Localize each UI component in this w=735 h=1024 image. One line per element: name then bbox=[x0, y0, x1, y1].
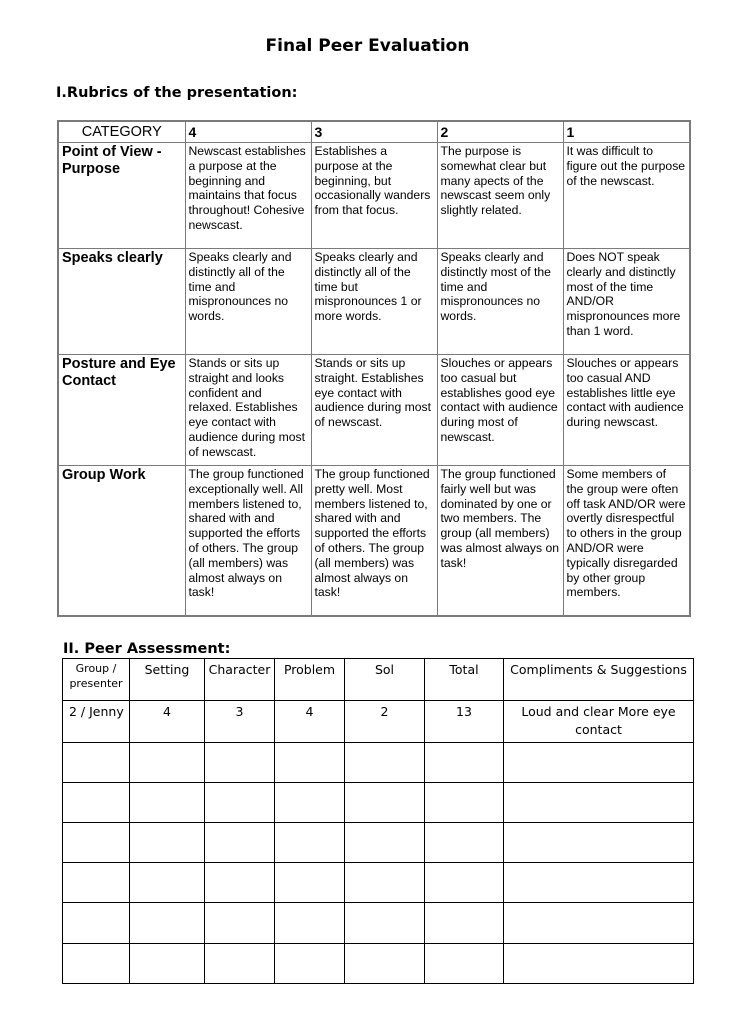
peer-cell-total[interactable] bbox=[425, 943, 504, 983]
peer-cell-character[interactable] bbox=[205, 822, 275, 862]
peer-cell-compliments[interactable] bbox=[504, 742, 694, 782]
peer-header-problem: Problem bbox=[275, 659, 345, 701]
rubric-cell: Does NOT speak clearly and distinctly most of the time AND/OR mispronounces more than 1 word. bbox=[563, 249, 690, 355]
rubric-cell: Newscast establishes a purpose at the beginning and maintains that focus throughout! Cohesive newscast. bbox=[185, 143, 311, 249]
peer-cell-total[interactable] bbox=[425, 863, 504, 903]
peer-header-sol: Sol bbox=[345, 659, 425, 701]
rubric-cell: Stands or sits up straight and looks confident and relaxed. Establishes eye contact with audience during most of newscast. bbox=[185, 355, 311, 466]
peer-assessment-heading: II. Peer Assessment: bbox=[63, 641, 231, 657]
peer-header-group: Group / presenter bbox=[63, 659, 130, 701]
peer-cell-setting[interactable] bbox=[130, 863, 205, 903]
peer-cell-total[interactable] bbox=[425, 903, 504, 943]
rubric-cell: The group functioned fairly well but was dominated by one or two members. The group (all members) was almost always on task! bbox=[437, 466, 563, 616]
peer-cell-group[interactable]: 2 / Jenny bbox=[63, 701, 130, 742]
peer-cell-compliments[interactable] bbox=[504, 903, 694, 943]
rubric-criterion: Point of View - Purpose bbox=[58, 143, 185, 249]
peer-cell-compliments[interactable] bbox=[504, 863, 694, 903]
peer-cell-setting[interactable] bbox=[130, 943, 205, 983]
rubric-cell: It was difficult to figure out the purpose of the newscast. bbox=[563, 143, 690, 249]
peer-cell-character[interactable] bbox=[205, 943, 275, 983]
peer-cell-problem[interactable] bbox=[275, 903, 345, 943]
peer-cell-sol[interactable] bbox=[345, 943, 425, 983]
peer-cell-group[interactable] bbox=[63, 863, 130, 903]
rubric-heading: I.Rubrics of the presentation: bbox=[56, 85, 298, 101]
rubric-cell: The group functioned pretty well. Most members listened to, shared with and supported the efforts of others. The group (all members) was almost always on task! bbox=[311, 466, 437, 616]
rubric-row-speaks-clearly bbox=[58, 249, 690, 355]
peer-cell-problem[interactable] bbox=[275, 782, 345, 822]
rubric-cell: Speaks clearly and distinctly all of the time but mispronounces 1 or more words. bbox=[311, 249, 437, 355]
peer-assessment-table bbox=[62, 658, 694, 984]
peer-cell-setting[interactable] bbox=[130, 782, 205, 822]
peer-cell-compliments[interactable] bbox=[504, 782, 694, 822]
rubric-cell: Speaks clearly and distinctly most of the time and mispronounces no words. bbox=[437, 249, 563, 355]
rubric-row-posture bbox=[58, 355, 690, 466]
peer-header-character: Character bbox=[205, 659, 275, 701]
peer-row bbox=[63, 943, 694, 983]
peer-cell-total[interactable]: 13 bbox=[425, 701, 504, 742]
peer-cell-sol[interactable] bbox=[345, 863, 425, 903]
peer-cell-sol[interactable] bbox=[345, 822, 425, 862]
rubric-header-level-3: 3 bbox=[311, 121, 437, 143]
peer-cell-problem[interactable] bbox=[275, 943, 345, 983]
peer-cell-compliments[interactable]: Loud and clear More eye contact bbox=[504, 701, 694, 742]
rubric-criterion: Posture and Eye Contact bbox=[58, 355, 185, 466]
peer-row bbox=[63, 822, 694, 862]
rubric-criterion: Speaks clearly bbox=[58, 249, 185, 355]
peer-cell-character[interactable] bbox=[205, 863, 275, 903]
peer-cell-group[interactable] bbox=[63, 943, 130, 983]
peer-header-total: Total bbox=[425, 659, 504, 701]
peer-cell-problem[interactable]: 4 bbox=[275, 701, 345, 742]
peer-row bbox=[63, 782, 694, 822]
rubric-row-point-of-view bbox=[58, 143, 690, 249]
peer-row bbox=[63, 903, 694, 943]
peer-cell-problem[interactable] bbox=[275, 822, 345, 862]
peer-cell-group[interactable] bbox=[63, 822, 130, 862]
rubric-cell: Establishes a purpose at the beginning, but occasionally wanders from that focus. bbox=[311, 143, 437, 249]
peer-cell-sol[interactable]: 2 bbox=[345, 701, 425, 742]
rubric-cell: The group functioned exceptionally well. All members listened to, shared with and supported the efforts of others. The group (all members) was almost always on task! bbox=[185, 466, 311, 616]
peer-cell-character[interactable]: 3 bbox=[205, 701, 275, 742]
rubric-header-category: CATEGORY bbox=[58, 121, 185, 143]
peer-cell-sol[interactable] bbox=[345, 903, 425, 943]
rubric-row-group-work bbox=[58, 466, 690, 616]
peer-row bbox=[63, 863, 694, 903]
peer-cell-compliments[interactable] bbox=[504, 822, 694, 862]
peer-cell-compliments[interactable] bbox=[504, 943, 694, 983]
rubric-header-row bbox=[58, 121, 690, 143]
page-title: Final Peer Evaluation bbox=[265, 36, 470, 56]
rubric-cell: Stands or sits up straight. Establishes eye contact with audience during most of newscast. bbox=[311, 355, 437, 466]
peer-cell-total[interactable] bbox=[425, 742, 504, 782]
rubric-cell: The purpose is somewhat clear but many apects of the newscast seem only slightly related. bbox=[437, 143, 563, 249]
peer-row bbox=[63, 742, 694, 782]
peer-cell-character[interactable] bbox=[205, 782, 275, 822]
peer-cell-group[interactable] bbox=[63, 742, 130, 782]
rubric-header-level-1: 1 bbox=[563, 121, 690, 143]
peer-cell-group[interactable] bbox=[63, 903, 130, 943]
peer-cell-sol[interactable] bbox=[345, 782, 425, 822]
peer-cell-setting[interactable]: 4 bbox=[130, 701, 205, 742]
peer-header-row bbox=[63, 659, 694, 701]
rubric-header-level-4: 4 bbox=[185, 121, 311, 143]
rubric-header-level-2: 2 bbox=[437, 121, 563, 143]
peer-cell-total[interactable] bbox=[425, 822, 504, 862]
peer-cell-problem[interactable] bbox=[275, 863, 345, 903]
peer-cell-problem[interactable] bbox=[275, 742, 345, 782]
peer-cell-character[interactable] bbox=[205, 742, 275, 782]
rubric-cell: Some members of the group were often off task AND/OR were overtly disrespectful to others in the group AND/OR were typically disregarded by other group members. bbox=[563, 466, 690, 616]
peer-cell-setting[interactable] bbox=[130, 822, 205, 862]
peer-cell-group[interactable] bbox=[63, 782, 130, 822]
peer-cell-character[interactable] bbox=[205, 903, 275, 943]
peer-header-compliments: Compliments & Suggestions bbox=[504, 659, 694, 701]
peer-row bbox=[63, 701, 694, 742]
peer-cell-total[interactable] bbox=[425, 782, 504, 822]
peer-cell-sol[interactable] bbox=[345, 742, 425, 782]
peer-header-setting: Setting bbox=[130, 659, 205, 701]
peer-cell-setting[interactable] bbox=[130, 903, 205, 943]
rubric-cell: Slouches or appears too casual but establishes good eye contact with audience during most of newscast. bbox=[437, 355, 563, 466]
rubric-table bbox=[57, 120, 691, 617]
rubric-criterion: Group Work bbox=[58, 466, 185, 616]
rubric-cell: Speaks clearly and distinctly all of the time and mispronounces no words. bbox=[185, 249, 311, 355]
peer-cell-setting[interactable] bbox=[130, 742, 205, 782]
rubric-cell: Slouches or appears too casual AND establishes little eye contact with audience during newscast. bbox=[563, 355, 690, 466]
